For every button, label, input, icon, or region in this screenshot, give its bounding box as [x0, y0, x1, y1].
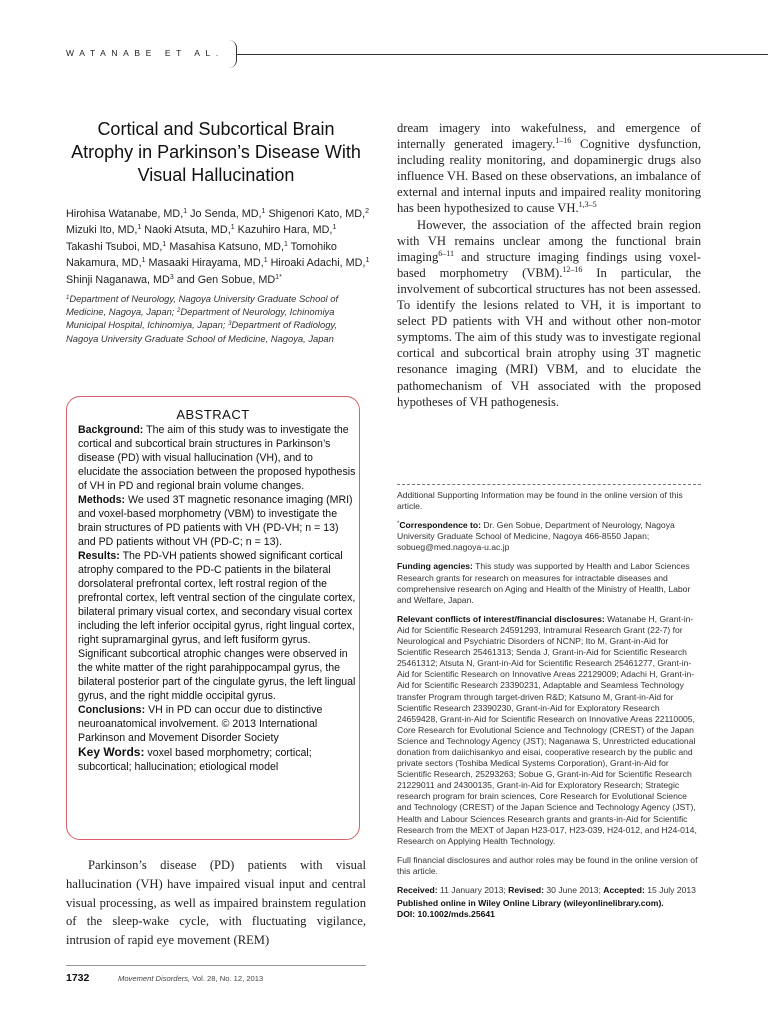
body-paragraph: dream imagery into wakefulness, and emergence of internally generated imagery.$^{1-16}$ Cognitive dysfunction, including reality monitoring, and dopaminergic drugs also influence VH. Based on these observations, an imbalance of external and internal inputs and impaired reality monitoring has been hypothesized to cause VH.$^{1,3-5}$	[397, 121, 701, 216]
abstract-box	[66, 396, 360, 840]
intro-paragraph: Parkinson’s disease (PD) patients with visual hallucination (VH) have impaired visual input and central visual processing, as well as impaired brainstem regulation of the sleep-wake cycle, with fluctuating vigilance, intrusion of rapid eye movement (REM)	[66, 858, 366, 948]
affiliation: Department of Neurology, Nagoya University Graduate School of Medicine, Nagoya, Japan;	[66, 293, 339, 318]
footer-rule	[66, 965, 366, 966]
author: Hirohisa Watanabe, MD,$^1$	[66, 208, 188, 220]
footnote-separator	[397, 484, 701, 485]
article-title: Cortical and Subcortical Brain Atrophy in Parkinson’s Disease With Visual Hallucination	[71, 119, 361, 185]
running-head: WATANABE ET AL.	[66, 48, 224, 58]
abstract-conclusions: Conclusions: VH in PD can occur due to distinctive neuroanatomical involvement. © 2013 International Parkinson and Movement Disorder Society	[78, 704, 323, 744]
abstract-heading: ABSTRACT	[176, 407, 250, 422]
author: Jo Senda, MD,$^1$	[190, 208, 266, 220]
page-number: 1732	[66, 972, 90, 984]
author: Shinji Naganawa, $MD^3$	[66, 273, 174, 286]
abstract-background: Background: The aim of this study was to investigate the cortical and subcortical brain structures in Parkinson’s disease (PD) with visual hallucination (VH), and to elucidate the association between the proposed hypothesis of VH in PD and regional brain volume changes.	[78, 424, 356, 492]
article-notes	[397, 490, 701, 920]
author: Masaaki Hirayama, MD,$^1$	[148, 257, 268, 270]
author: Hiroaki Adachi, MD,$^1$	[270, 257, 370, 270]
affiliation: Department of Neurology, Ichinomiya Municipal Hospital, Ichinomiya, Japan;	[66, 306, 335, 331]
doi-link[interactable]: DOI: 10.1002/mds.25641	[397, 909, 495, 920]
author: Takashi Tsuboi, MD,$^1$	[66, 240, 167, 253]
author: Tomohiko Nakamura, MD,$^1$	[66, 240, 337, 270]
funding-note: Funding agencies: This study was supported by Health and Labor Sciences Research grants for research on measures for intractable diseases and comprehensive research on Aging and Health of the Ministry of Health, Labor and Welfare, Japan.	[397, 561, 691, 605]
author-list	[66, 206, 370, 288]
journal-citation: Movement Disorders, Vol. 28, No. 12, 2013	[118, 974, 264, 983]
right-column-text	[397, 120, 701, 410]
abstract-methods: Methods: We used 3T magnetic resonance imaging (MRI) and voxel-based morphometry (VBM) to investigate the brain structures of PD patients with VH (PD-VH; n = 13) and PD patients without VH (PD-C; n = 13).	[78, 494, 353, 548]
intro-text	[66, 856, 366, 950]
author: Shigenori Kato, MD,$^2$	[268, 208, 369, 220]
author: Kazuhiro Hara, MD,$^1$	[237, 224, 337, 237]
affiliations: $^1$Department of Neurology, Nagoya University Graduate School of Medicine, Nagoya, Japan; $^2$Department of Neurology, Ichinomiya Municipal Hospital, Ichinomiya, Japan; $^3$Department of Radiology, Nagoya University Graduate School of Medicine, Nagoya, Japan	[66, 293, 339, 344]
author: Naoki Atsuta, MD,$^1$	[144, 224, 235, 237]
supporting-info-note: Additional Supporting Information may be found in the online version of this article.	[397, 490, 683, 512]
dates-note: Received: 11 January 2013; Revised: 30 June 2013; Accepted: 15 July 2013	[397, 885, 696, 895]
correspondence-note: *Correspondence to: Dr. Gen Sobue, Department of Neurology, Nagoya University Graduate School of Medicine, Nagoya 466-8550 Japan; sobueg@med.nagoya-u.ac.jp	[397, 520, 675, 553]
abstract-keywords: Key Words: voxel based morphometry; cortical; subcortical; hallucination; etiological model	[78, 745, 312, 773]
disclosures-note: Full financial disclosures and author roles may be found in the online version of this article.	[397, 854, 698, 876]
header-rule	[236, 54, 768, 55]
author: and Gen Sobue, $MD^{1*}$	[176, 273, 282, 286]
author: Masahisa Katsuno, MD,$^1$	[169, 240, 288, 253]
abstract-results: Results: The PD-VH patients showed significant cortical atrophy compared to the PD-C patients in the bilateral dorsolateral prefrontal cortex, left rostral region of the prefrontal cortex, left ventral section of the cingulate cortex, bilateral primary visual cortex, and secondary visual cortex including the left inferior occipital gyrus, right lingual cortex, right supramarginal gyrus, and left fusiform gyrus. Significant subcortical atrophic changes were observed in the white matter of the right parahippocampal gyrus, the bilateral posterior part of the cingulate gyrus, the left lingual gyrus, and the right middle occipital gyrus.	[78, 550, 356, 702]
affiliation: Department of Radiology, Nagoya University Graduate School of Medicine, Nagoya, Japan	[66, 319, 338, 344]
abstract-body	[78, 423, 358, 774]
published-note: Published online in Wiley Online Library (wileyonlinelibrary.com).	[397, 898, 664, 909]
author: Mizuki Ito, MD,$^1$	[66, 224, 142, 237]
body-paragraph: However, the association of the affected brain region with VH remains unclear among the functional brain imaging$^{6-11}$ and structure imaging findings using voxel-based morphometry (VBM).$^{12-16}$ In particular, the involvement of subcortical structures has not been assessed. To identify the lesions related to VH, it is important to select PD patients with VH and without other non-motor symptoms. The aim of this study was to investigate regional cortical and subcortical brain atrophy using 3T magnetic resonance imaging (MRI) VBM, and to elucidate the pathomechanism of VH associated with the proposed hypotheses of VH pathogenesis.	[397, 217, 701, 409]
conflicts-note: Relevant conflicts of interest/financial disclosures: Watanabe H, Grant-in-Aid for Scientific Research 24591293, Intramural Research Grant (22-7) for Neurological and Psychiatric Disorders of NCNP; Ito M, Grant-in-Aid for Scientific Research 25461313; Senda J, Grant-in-Aid for Scientific Research 25461312; Atsuta N, Grant-in-Aid for Scientific Research 25461277, Grant-in-Aid for Scientific Research on Innovative Areas 22129009; Adachi H, Grant-in-Aid for Scientific Research 23390231, Adaptable and Seamless Technology transfer Program through target-driven R&D; Katsuno M, Grant-in-Aid for Scientific Research 23390230, Grant-in-Aid for Exploratory Research 24659428, Grant-in-Aid for Scientific Research on Innovative Areas 22110005, Core Research for Evolutional Science and Technology (CREST) of the Japan Science and Technology Agency (JST); Naganawa S, Unrestricted educational donation from daiichisankyo and eisai, cooperative research by the public and private sectors (Toshiba Medical Systems Corporation), Grant-in-Aid for Scientific Research, 25293263; Sobue G, Grant-in-Aid for Scientific Research 21229011 and 24300135, Grant-in-Aid for Exploratory Research; Strategic research program for brain sciences, Core Research for Evolutional Science and Technology (CREST) of the Japan Science and Technology Agency (JST), Health and Labour Sciences Research grants and grants-in-Aid for Scientific Research from the MEXT of Japan H23-017, H23-039, H24-012, and H24-014, Research on Applying Health Technology.	[397, 613, 697, 846]
